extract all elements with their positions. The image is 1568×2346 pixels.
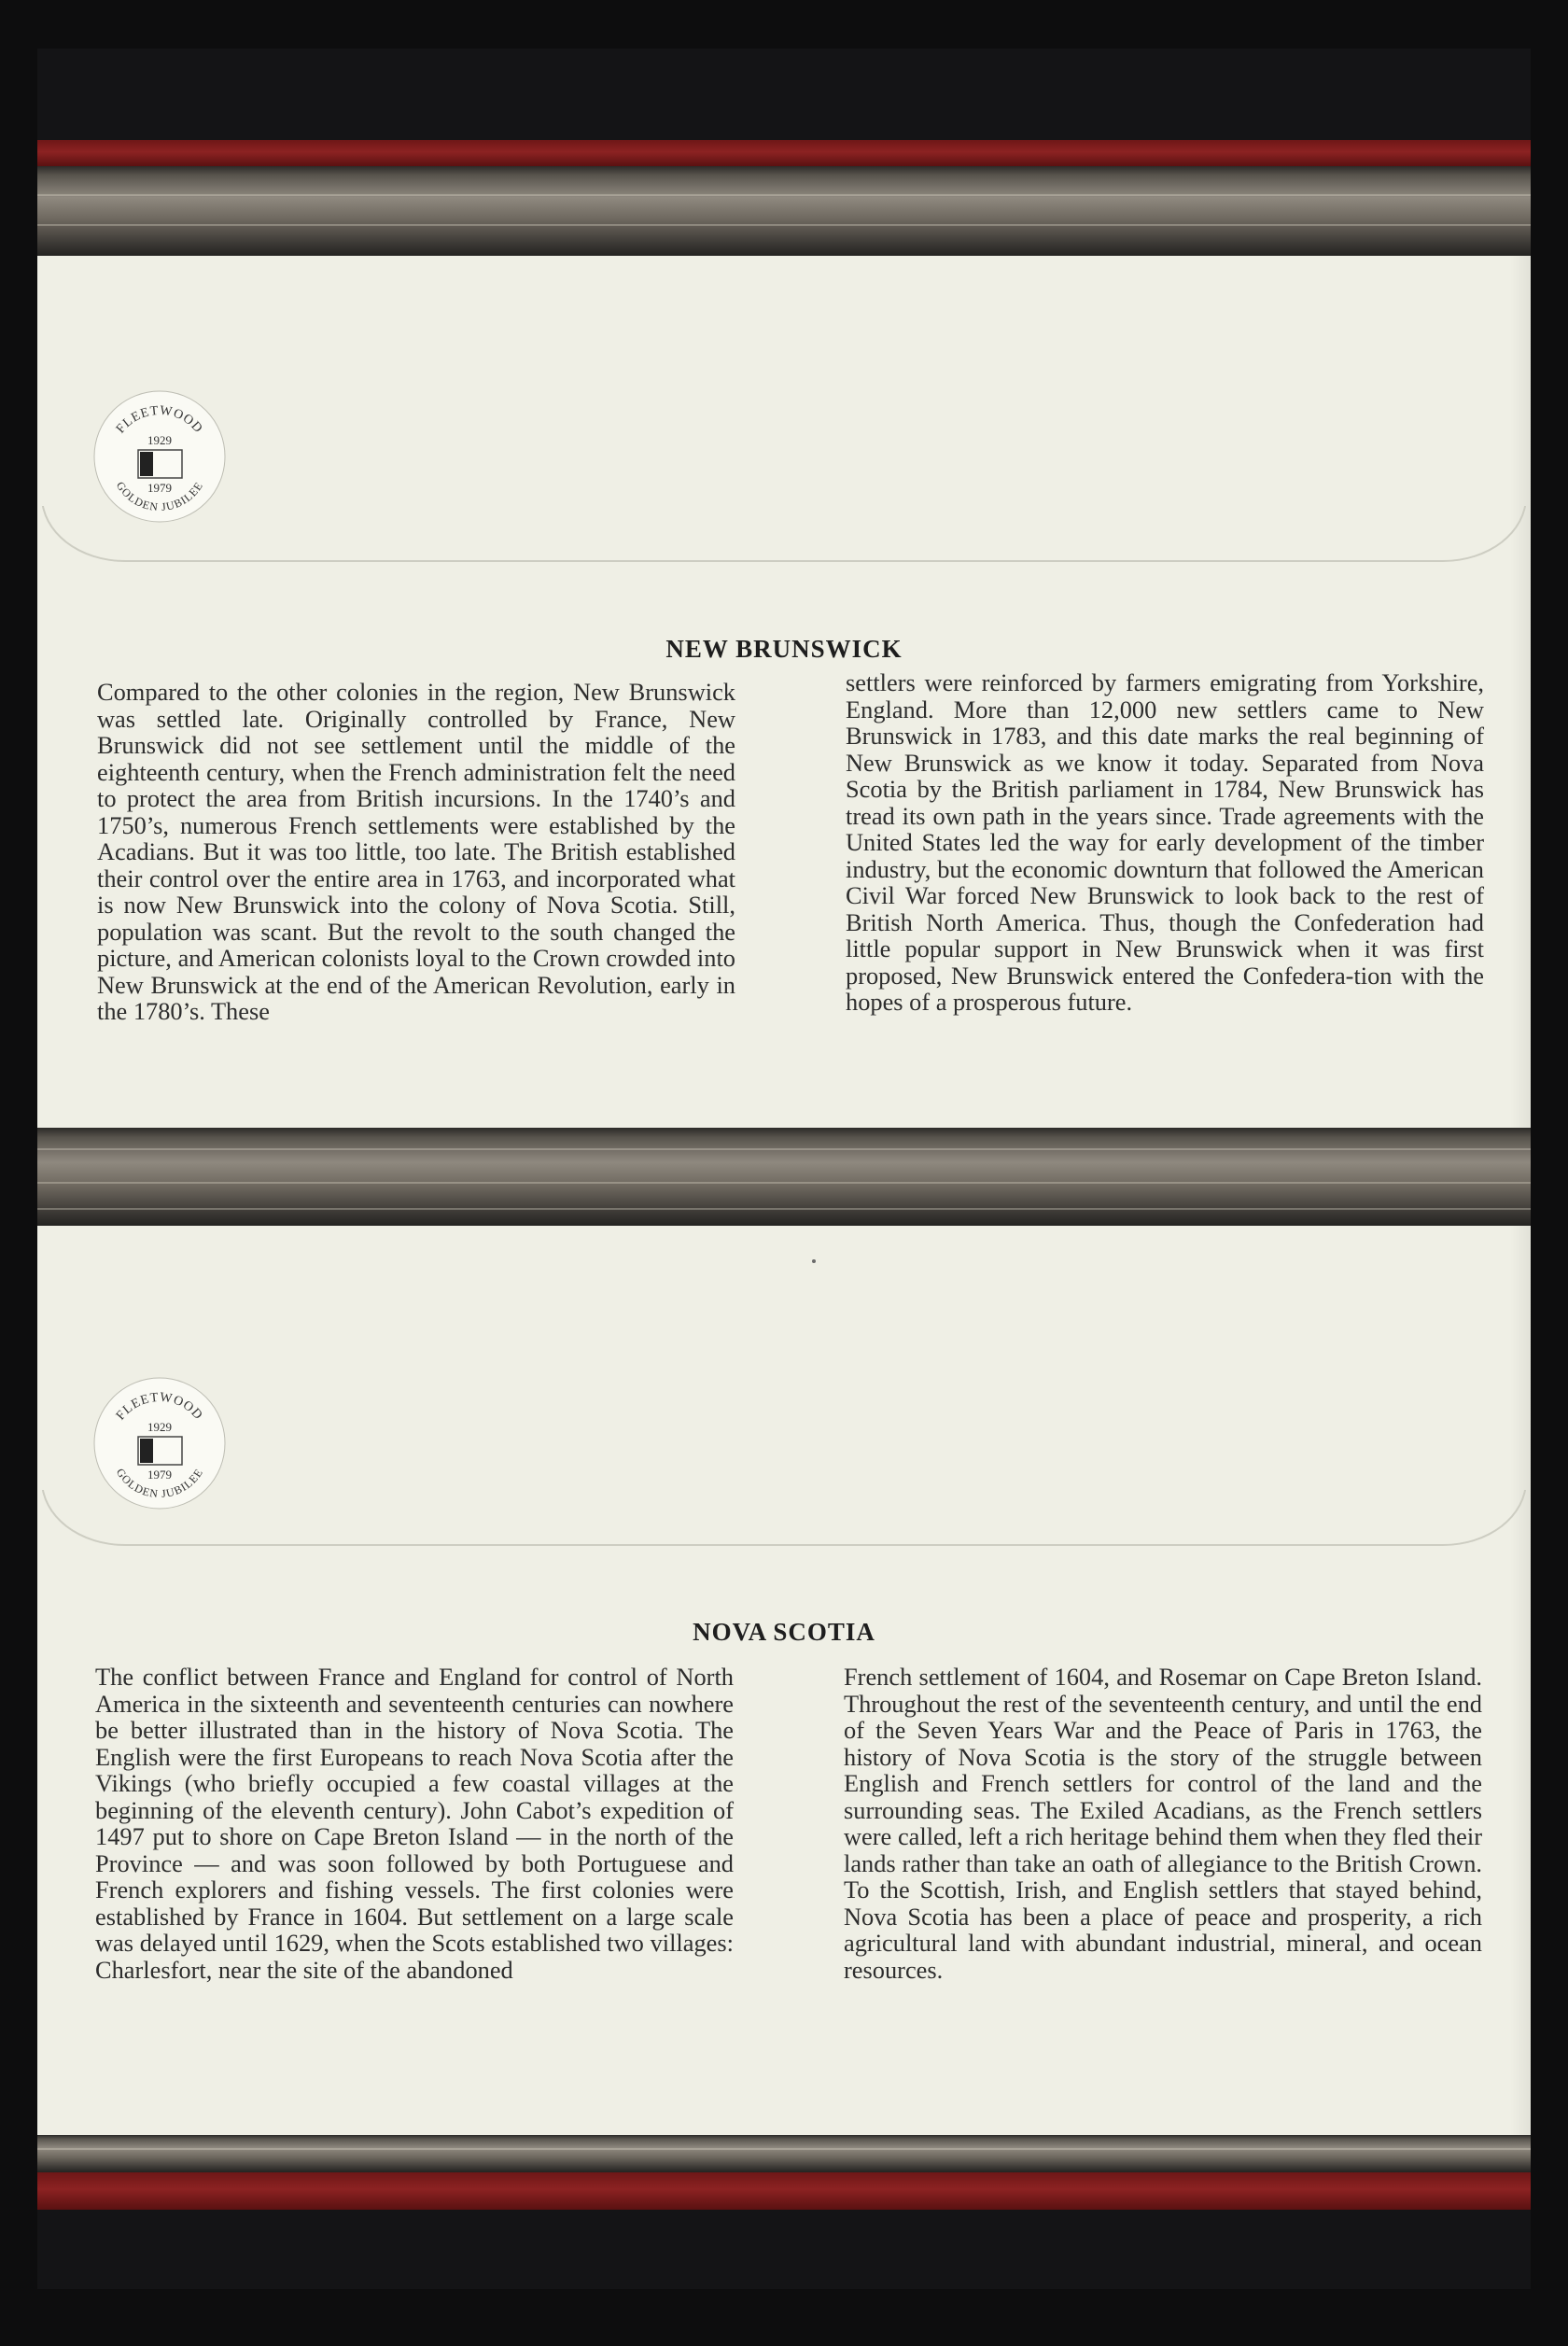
seal-bottom-text: GOLDEN JUBILEE <box>113 1466 206 1501</box>
fleetwood-seal-icon <box>90 386 230 527</box>
seal-year-start: 1929 <box>147 1420 172 1434</box>
envelope-flap-edge <box>37 1490 1531 1546</box>
seal-year-end: 1979 <box>147 481 172 495</box>
album-red-border-bottom <box>37 2172 1531 2210</box>
fleetwood-seal-icon <box>90 1373 230 1513</box>
cover-nova-scotia <box>37 1226 1531 2135</box>
text-column-left: Compared to the other colonies in the region, New Brunswick was settled late. Originally controlled by France, New Brunswick did not see settlement until the middle of the eighteenth century, when the French administration felt the need to protect the area from British incursions. In the 1740’s and 1750’s, numerous French settlements were established by the Acadians. But it was too little, too late. The British established their control over the entire area in 1763, and incorporated what is now New Brunswick into the colony of Nova Scotia. Still, population was scant. But the revolt to the south changed the picture, and American colonists loyal to the Crown crowded into New Brunswick at the end of the American Revolution, early in the 1780’s. These <box>97 678 735 1025</box>
text-column-right: French settlement of 1604, and Rosemar on Cape Breton Island. Throughout the rest of the seventeenth century, and until the end of the Seven Years War and the Peace of Paris in 1763, the history of Nova Scotia is the story of the struggle between English and French settlers for control of the land and the surrounding seas. The Exiled Acadians, as the French settlers were called, left a rich heritage behind them when they fled their lands rather than take an oath of allegiance to the British Crown. To the Scottish, Irish, and English settlers that stayed behind, Nova Scotia has been a place of peace and prosperity, a rich agricultural land with abundant industrial, mineral, and ocean resources. <box>844 1663 1482 1984</box>
text-column-left: The conflict between France and England for control of North America in the sixteenth and seventeenth centuries can nowhere be better illustrated than in the history of Nova Scotia. The English were the first Europeans to reach Nova Scotia after the Vikings (who briefly occupied a few coastal villages at the beginning of the eleventh century). John Cabot’s expedition of 1497 put to shore on Cape Breton Island — in the north of the Province — and was soon followed by both Portuguese and French explorers and fishing vessels. The first colonies were established by France in 1604. But settlement on a large scale was delayed until 1629, when the Scots established two villages: Charlesfort, near the site of the abandoned <box>95 1663 734 1984</box>
section-title-nova-scotia: NOVA SCOTIA <box>693 1618 875 1646</box>
sleeve-edge-middle <box>37 1128 1531 1226</box>
section-title-new-brunswick: NEW BRUNSWICK <box>665 635 903 663</box>
seal-top-text: FLEETWOOD <box>113 1390 206 1424</box>
envelope-flap-edge <box>37 506 1531 562</box>
sleeve-edge-bottom <box>37 2135 1531 2172</box>
text-column-right: settlers were reinforced by farmers emigrating from Yorkshire, England. More than 12,000 new settlers came to New Brunswick in 1783, and this date marks the real beginning of New Brunswick as we know it today. Separated from Nova Scotia by the British parliament in 1784, New Brunswick has tread its own path in the years since. Trade agreements with the United States led the way for early development of the timber industry, but the economic downturn that followed the American Civil War forced New Brunswick to look back to the rest of British North America. Thus, though the Confederation had little popular support in New Brunswick when it was first proposed, New Brunswick entered the Confedera-tion with the hopes of a prosperous future. <box>846 668 1484 1016</box>
seal-year-end: 1979 <box>147 1468 172 1482</box>
paper-speck <box>812 1259 816 1263</box>
sleeve-edge-top <box>37 166 1531 256</box>
seal-year-start: 1929 <box>147 433 172 447</box>
seal-bottom-text: GOLDEN JUBILEE <box>113 479 206 514</box>
seal-top-text: FLEETWOOD <box>113 403 206 437</box>
album-red-border-top <box>37 140 1531 166</box>
cover-new-brunswick <box>37 256 1531 1128</box>
